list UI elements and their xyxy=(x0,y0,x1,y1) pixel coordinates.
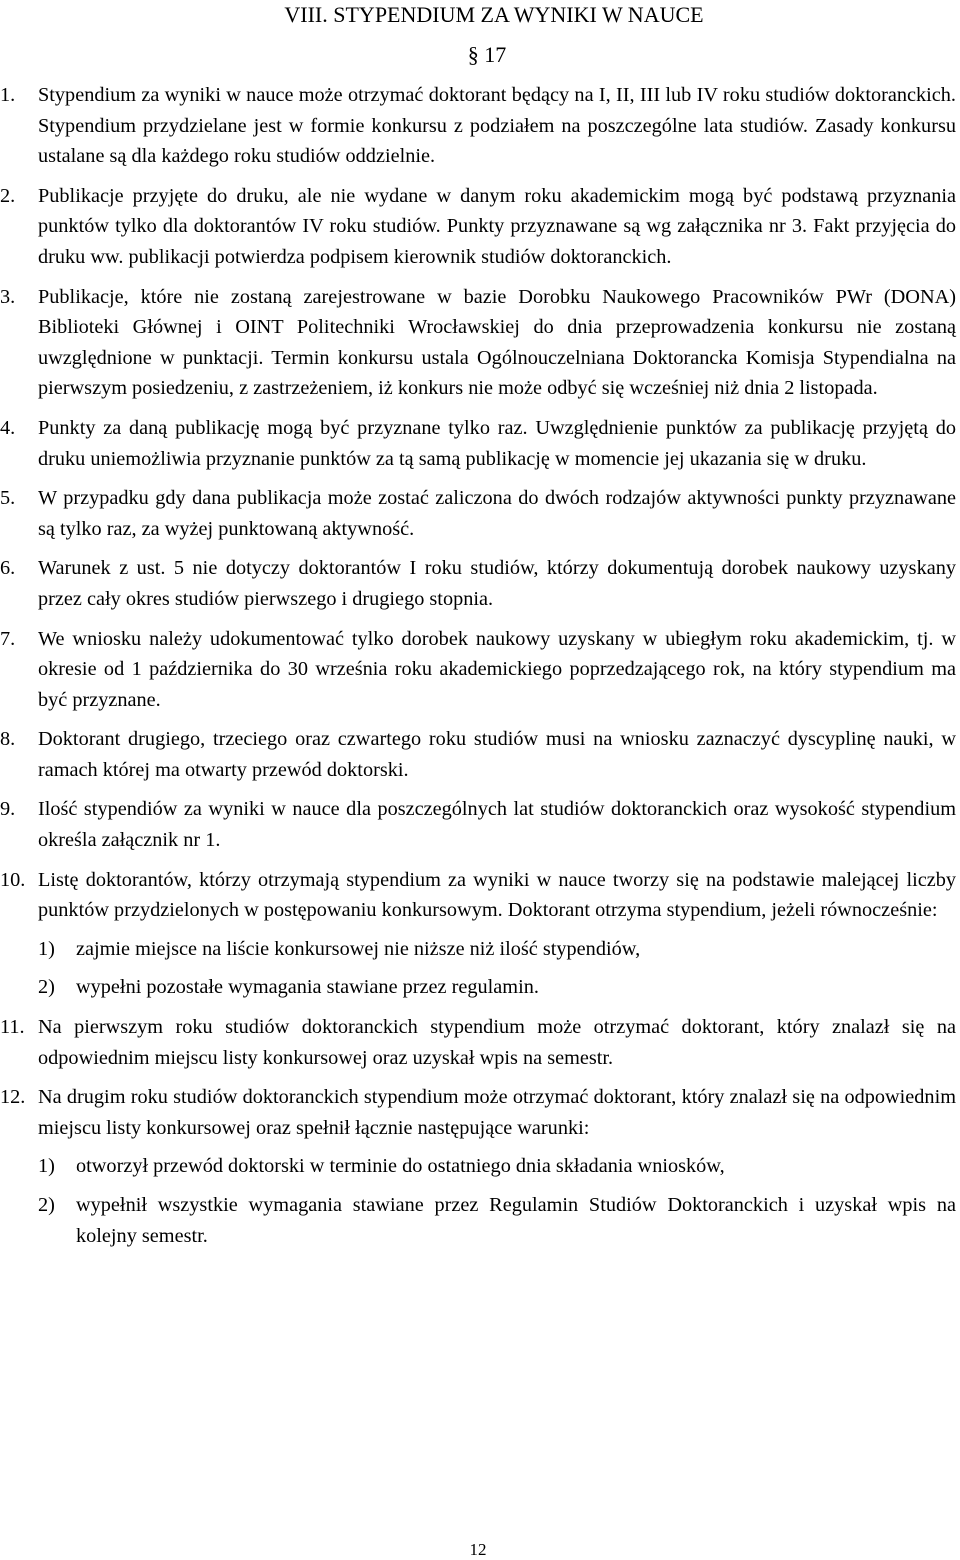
subpoint-item xyxy=(38,1151,956,1182)
paragraph-body xyxy=(38,413,956,474)
paragraph-body xyxy=(38,724,956,785)
paragraph-body xyxy=(38,181,956,273)
subpoint-number: 2) xyxy=(38,976,55,999)
paragraph-item xyxy=(0,724,956,785)
paragraph-item xyxy=(0,181,956,273)
paragraph-number: 8. xyxy=(0,728,16,751)
subpoint-text: wypełnił wszystkie wymagania stawiane przez Regulamin Studiów Doktoranckich i uzyskał wpis na kolejny semestr. xyxy=(76,1194,956,1247)
paragraph-number: 2. xyxy=(0,184,16,207)
paragraph-number: 3. xyxy=(0,285,16,308)
page-number: 12 xyxy=(469,1540,487,1559)
paragraph-item xyxy=(0,1082,956,1251)
paragraph-text: Punkty za daną publikację mogą być przyznane tylko raz. Uwzględnienie punktów za publikację przyjętą do druku uniemożliwia przyznanie punktów za tą samą publikację w momencie jej ukazania się w druku. xyxy=(38,416,956,470)
paragraph-body xyxy=(38,1082,956,1251)
paragraph-body xyxy=(38,794,956,855)
paragraph-text: We wniosku należy udokumentować tylko dorobek naukowy uzyskany w ubiegłym roku akademickim, tj. w okresie od 1 października do 30 września roku akademickiego poprzedzającego rok, na który stypendium ma być przyznane. xyxy=(38,627,956,711)
paragraph-body xyxy=(38,865,956,1003)
subpoint-text: wypełni pozostałe wymagania stawiane przez regulamin. xyxy=(76,976,539,999)
subpoint-number: 1) xyxy=(38,937,55,960)
chapter-title: VIII. STYPENDIUM ZA WYNIKI W NAUCE xyxy=(284,2,704,27)
subpoint-item xyxy=(38,934,956,965)
paragraph-body xyxy=(38,483,956,544)
paragraph-item xyxy=(0,282,956,404)
paragraph-text: Na drugim roku studiów doktoranckich stypendium może otrzymać doktorant, który znalazł się na odpowiednim miejscu listy konkursowej oraz spełnił łącznie następujące warunki: xyxy=(38,1086,956,1139)
paragraph-item xyxy=(0,865,956,1003)
paragraph-number: 9. xyxy=(0,798,16,821)
subpoint-item xyxy=(38,1190,956,1251)
subpoint-number: 1) xyxy=(38,1155,55,1178)
paragraph-text: Ilość stypendiów za wyniki w nauce dla poszczególnych lat studiów doktoranckich oraz wysokość stypendium określa załącznik nr 1. xyxy=(38,798,956,852)
subpoint-number: 2) xyxy=(38,1194,55,1216)
paragraph-number: 5. xyxy=(0,487,16,510)
paragraph-text: Doktorant drugiego, trzeciego oraz czwartego roku studiów musi na wniosku zaznaczyć dyscyplinę nauki, w ramach której ma otwarty przewód doktorski. xyxy=(38,728,956,781)
paragraph-text: Warunek z ust. 5 nie dotyczy doktorantów I roku studiów, którzy dokumentują dorobek naukowy uzyskany przez cały okres studiów pierwszego i drugiego stopnia. xyxy=(38,557,956,610)
subpoint-text: otworzył przewód doktorski w terminie do ostatniego dnia składania wniosków, xyxy=(76,1155,725,1178)
paragraph-body xyxy=(38,1012,956,1073)
paragraph-number: 12. xyxy=(0,1086,26,1109)
paragraph-body xyxy=(38,80,956,172)
paragraph-number: 11. xyxy=(0,1016,25,1039)
paragraph-text: Publikacje przyjęte do druku, ale nie wydane w danym roku akademickim mogą być podstawą przyznania punktów tylko dla doktorantów IV roku studiów. Punkty przyznawane są wg załącznika nr 3. Fakt przyjęcia do druku ww. publikacji potwierdza podpisem kierownik studiów doktoranckich. xyxy=(38,184,956,268)
paragraph-number: 1. xyxy=(0,84,16,106)
subpoint-text: zajmie miejsce na liście konkursowej nie niższe niż ilość stypendiów, xyxy=(76,937,641,960)
paragraph-text: Stypendium za wyniki w nauce może otrzymać doktorant będący na I, II, III lub IV roku studiów doktoranckich. Stypendium przydzielane jest w formie konkursu z podziałem na poszczególne lata studiów. Zasady konkursu ustalane są dla każdego roku studiów oddzielnie. xyxy=(38,84,956,168)
paragraph-number: 4. xyxy=(0,416,16,439)
paragraph-body xyxy=(38,553,956,614)
paragraph-number: 6. xyxy=(0,557,16,580)
paragraph-item xyxy=(0,483,956,544)
subpoint-item xyxy=(38,972,956,1003)
paragraph-item xyxy=(0,624,956,716)
paragraph-text: Na pierwszym roku studiów doktoranckich stypendium może otrzymać doktorant, który znalazł się na odpowiednim miejscu listy konkursowej oraz uzyskał wpis na semestr. xyxy=(38,1016,956,1069)
paragraph-text: W przypadku gdy dana publikacja może zostać zaliczona do dwóch rodzajów aktywności punkty przyznawane są tylko raz, za wyżej punktowaną aktywność. xyxy=(38,487,956,540)
paragraph-item xyxy=(0,413,956,474)
section-heading: § 17 xyxy=(467,42,507,67)
paragraph-text: Publikacje, które nie zostaną zarejestrowane w bazie Dorobku Naukowego Pracowników PWr (DONA) Biblioteki Głównej i OINT Politechniki Wrocławskiej do dnia przeprowadzenia konkursu nie zostaną uwzględnione w punktacji. Termin konkursu ustala Ogólnouczelniana Doktorancka Komisja Stypendialna na pierwszym posiedzeniu, z zastrzeżeniem, iż konkurs nie może odbyć się wcześniej niż dnia 2 listopada. xyxy=(38,285,956,400)
paragraph-body xyxy=(38,624,956,716)
paragraph-item xyxy=(0,794,956,855)
regulation-body xyxy=(0,80,956,1260)
paragraph-number: 10. xyxy=(0,868,26,891)
paragraph-item xyxy=(0,553,956,614)
paragraph-item xyxy=(0,1012,956,1073)
paragraph-item xyxy=(0,80,956,172)
paragraph-number: 7. xyxy=(0,627,16,650)
paragraph-body xyxy=(38,282,956,404)
paragraph-text: Listę doktorantów, którzy otrzymają stypendium za wyniki w nauce tworzy się na podstawie malejącej liczby punktów przydzielonych w postępowaniu konkursowym. Doktorant otrzyma stypendium, jeżeli równocześnie: xyxy=(38,868,956,922)
